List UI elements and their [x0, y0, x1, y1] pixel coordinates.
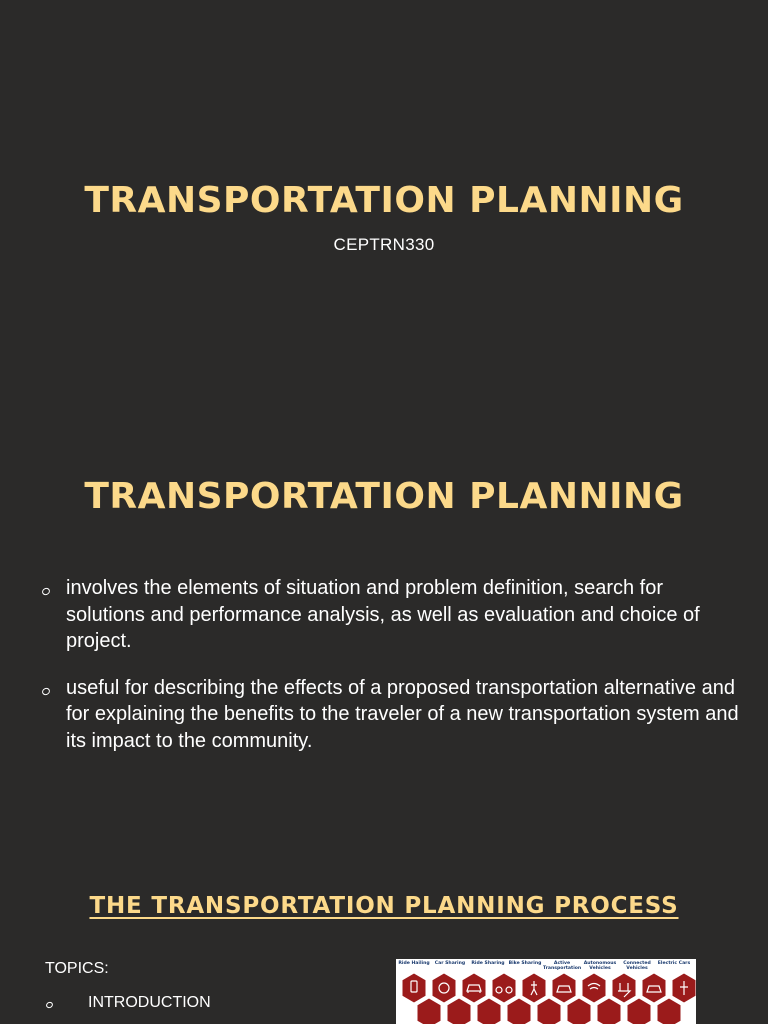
hex-car-sharing	[432, 973, 456, 1003]
graphic-label: Autonomous Vehicles	[583, 961, 617, 971]
bullet-list	[40, 575, 740, 774]
graphic-label: Ride Sharing	[471, 961, 505, 966]
topic-text: INTRODUCTION	[88, 994, 211, 1011]
slide-3-title: THE TRANSPORTATION PLANNING PROCESS	[89, 893, 679, 919]
hex-row2-4	[507, 998, 531, 1024]
graphic-label: Ride Hailing	[398, 961, 430, 966]
hex-row2-3	[477, 998, 501, 1024]
hex-row2-6	[567, 998, 591, 1024]
hex-row2-7	[597, 998, 621, 1024]
bullet-item	[40, 675, 740, 755]
bullet-text: involves the elements of situation and problem definition, search for solutions and performance analysis, as well as evaluation and choice of project.	[66, 577, 700, 652]
hex-icon-grid	[396, 959, 696, 1024]
ring-bullet-icon	[41, 686, 51, 696]
slide-title	[0, 0, 768, 420]
hex-electric	[612, 973, 636, 1003]
bullet-item	[40, 575, 740, 655]
graphic-label: Active Transportation	[543, 961, 582, 971]
mobility-modes-graphic	[396, 959, 696, 1024]
hex-row2-5	[537, 998, 561, 1024]
hex-row2-1	[417, 998, 441, 1024]
slide-2-title: TRANSPORTATION PLANNING	[84, 476, 684, 517]
ring-bullet-icon	[41, 587, 51, 597]
slide-1-title: TRANSPORTATION PLANNING	[84, 180, 684, 221]
hex-autonomous	[552, 973, 576, 1003]
hex-row2-9	[657, 998, 681, 1024]
topic-item	[46, 994, 211, 1012]
ring-bullet-icon	[45, 1001, 54, 1009]
hex-ride-sharing	[462, 973, 486, 1003]
hex-row2-8	[627, 998, 651, 1024]
graphic-label: Bike Sharing	[508, 961, 542, 966]
graphic-label: Connected Vehicles	[623, 961, 651, 971]
graphic-label: Car Sharing	[434, 961, 466, 966]
hex-bike-sharing	[492, 973, 516, 1003]
hex-row2-2	[447, 998, 471, 1024]
bullet-text: useful for describing the effects of a proposed transportation alternative and for explaining the benefits to the traveler of a new transportation system and its impact to the community.	[66, 676, 739, 752]
hex-ride-hailing	[402, 973, 426, 1003]
topics-label: TOPICS:	[45, 960, 109, 977]
graphic-label: Electric Cars	[657, 961, 691, 966]
hex-extra-1	[642, 973, 666, 1003]
course-code: CEPTRN330	[333, 235, 435, 254]
